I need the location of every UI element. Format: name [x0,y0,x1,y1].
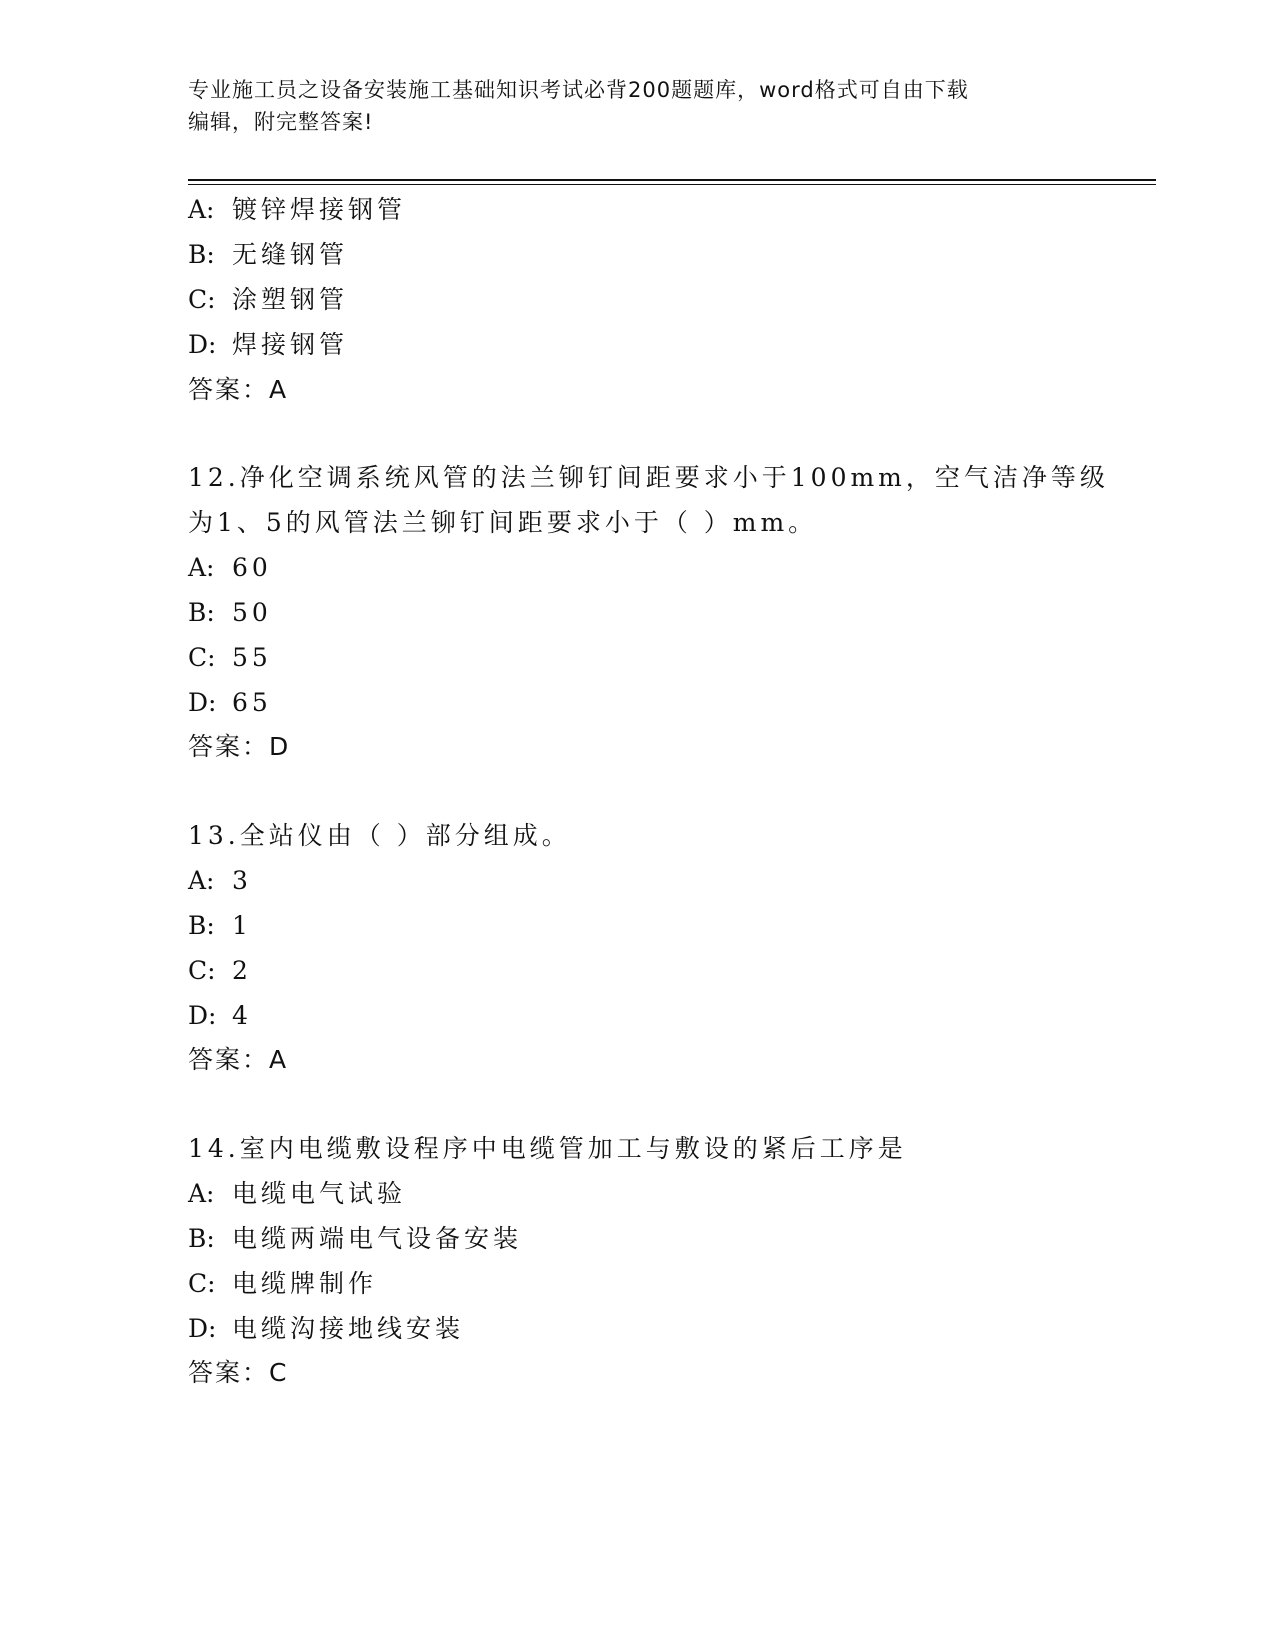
option-b: B: 无缝钢管 [188,240,349,269]
option-c: C: 电缆牌制作 [188,1269,378,1298]
option-c: C: 2 [188,956,252,985]
option-d: D: 焊接钢管 [188,330,349,359]
answer-line: 答案：D [188,732,291,761]
option-a: A: 电缆电气试验 [188,1179,407,1208]
option-a: A: 3 [188,866,252,895]
header-divider-thin [188,184,1156,185]
document-header [188,74,1068,138]
question-stem-continued: 为1、5的风管法兰铆钉间距要求小于（ ）mm。 [188,508,818,537]
option-c: C: 涂塑钢管 [188,285,349,314]
header-line-2: 编辑，附完整答案! [188,110,374,134]
answer-line: 答案：A [188,375,289,404]
answer-line: 答案：C [188,1358,289,1387]
option-c: C: 55 [188,643,272,672]
option-d: D: 电缆沟接地线安装 [188,1314,465,1343]
option-b: B: 1 [188,911,252,940]
option-a: A: 镀锌焊接钢管 [188,195,407,224]
answer-line: 答案：A [188,1045,289,1074]
header-line-1: 专业施工员之设备安装施工基础知识考试必背200题题库，word格式可自由下载 [188,78,969,102]
question-stem: 12.净化空调系统风管的法兰铆钉间距要求小于100mm，空气洁净等级 [188,463,1109,492]
option-d: D: 4 [188,1001,252,1030]
question-stem: 14.室内电缆敷设程序中电缆管加工与敷设的紧后工序是 [188,1134,907,1163]
option-b: B: 50 [188,598,272,627]
header-divider-thick [188,179,1156,181]
option-d: D: 65 [188,688,272,717]
option-b: B: 电缆两端电气设备安装 [188,1224,523,1253]
option-a: A: 60 [188,553,272,582]
question-stem: 13.全站仪由（ ）部分组成。 [188,821,571,850]
